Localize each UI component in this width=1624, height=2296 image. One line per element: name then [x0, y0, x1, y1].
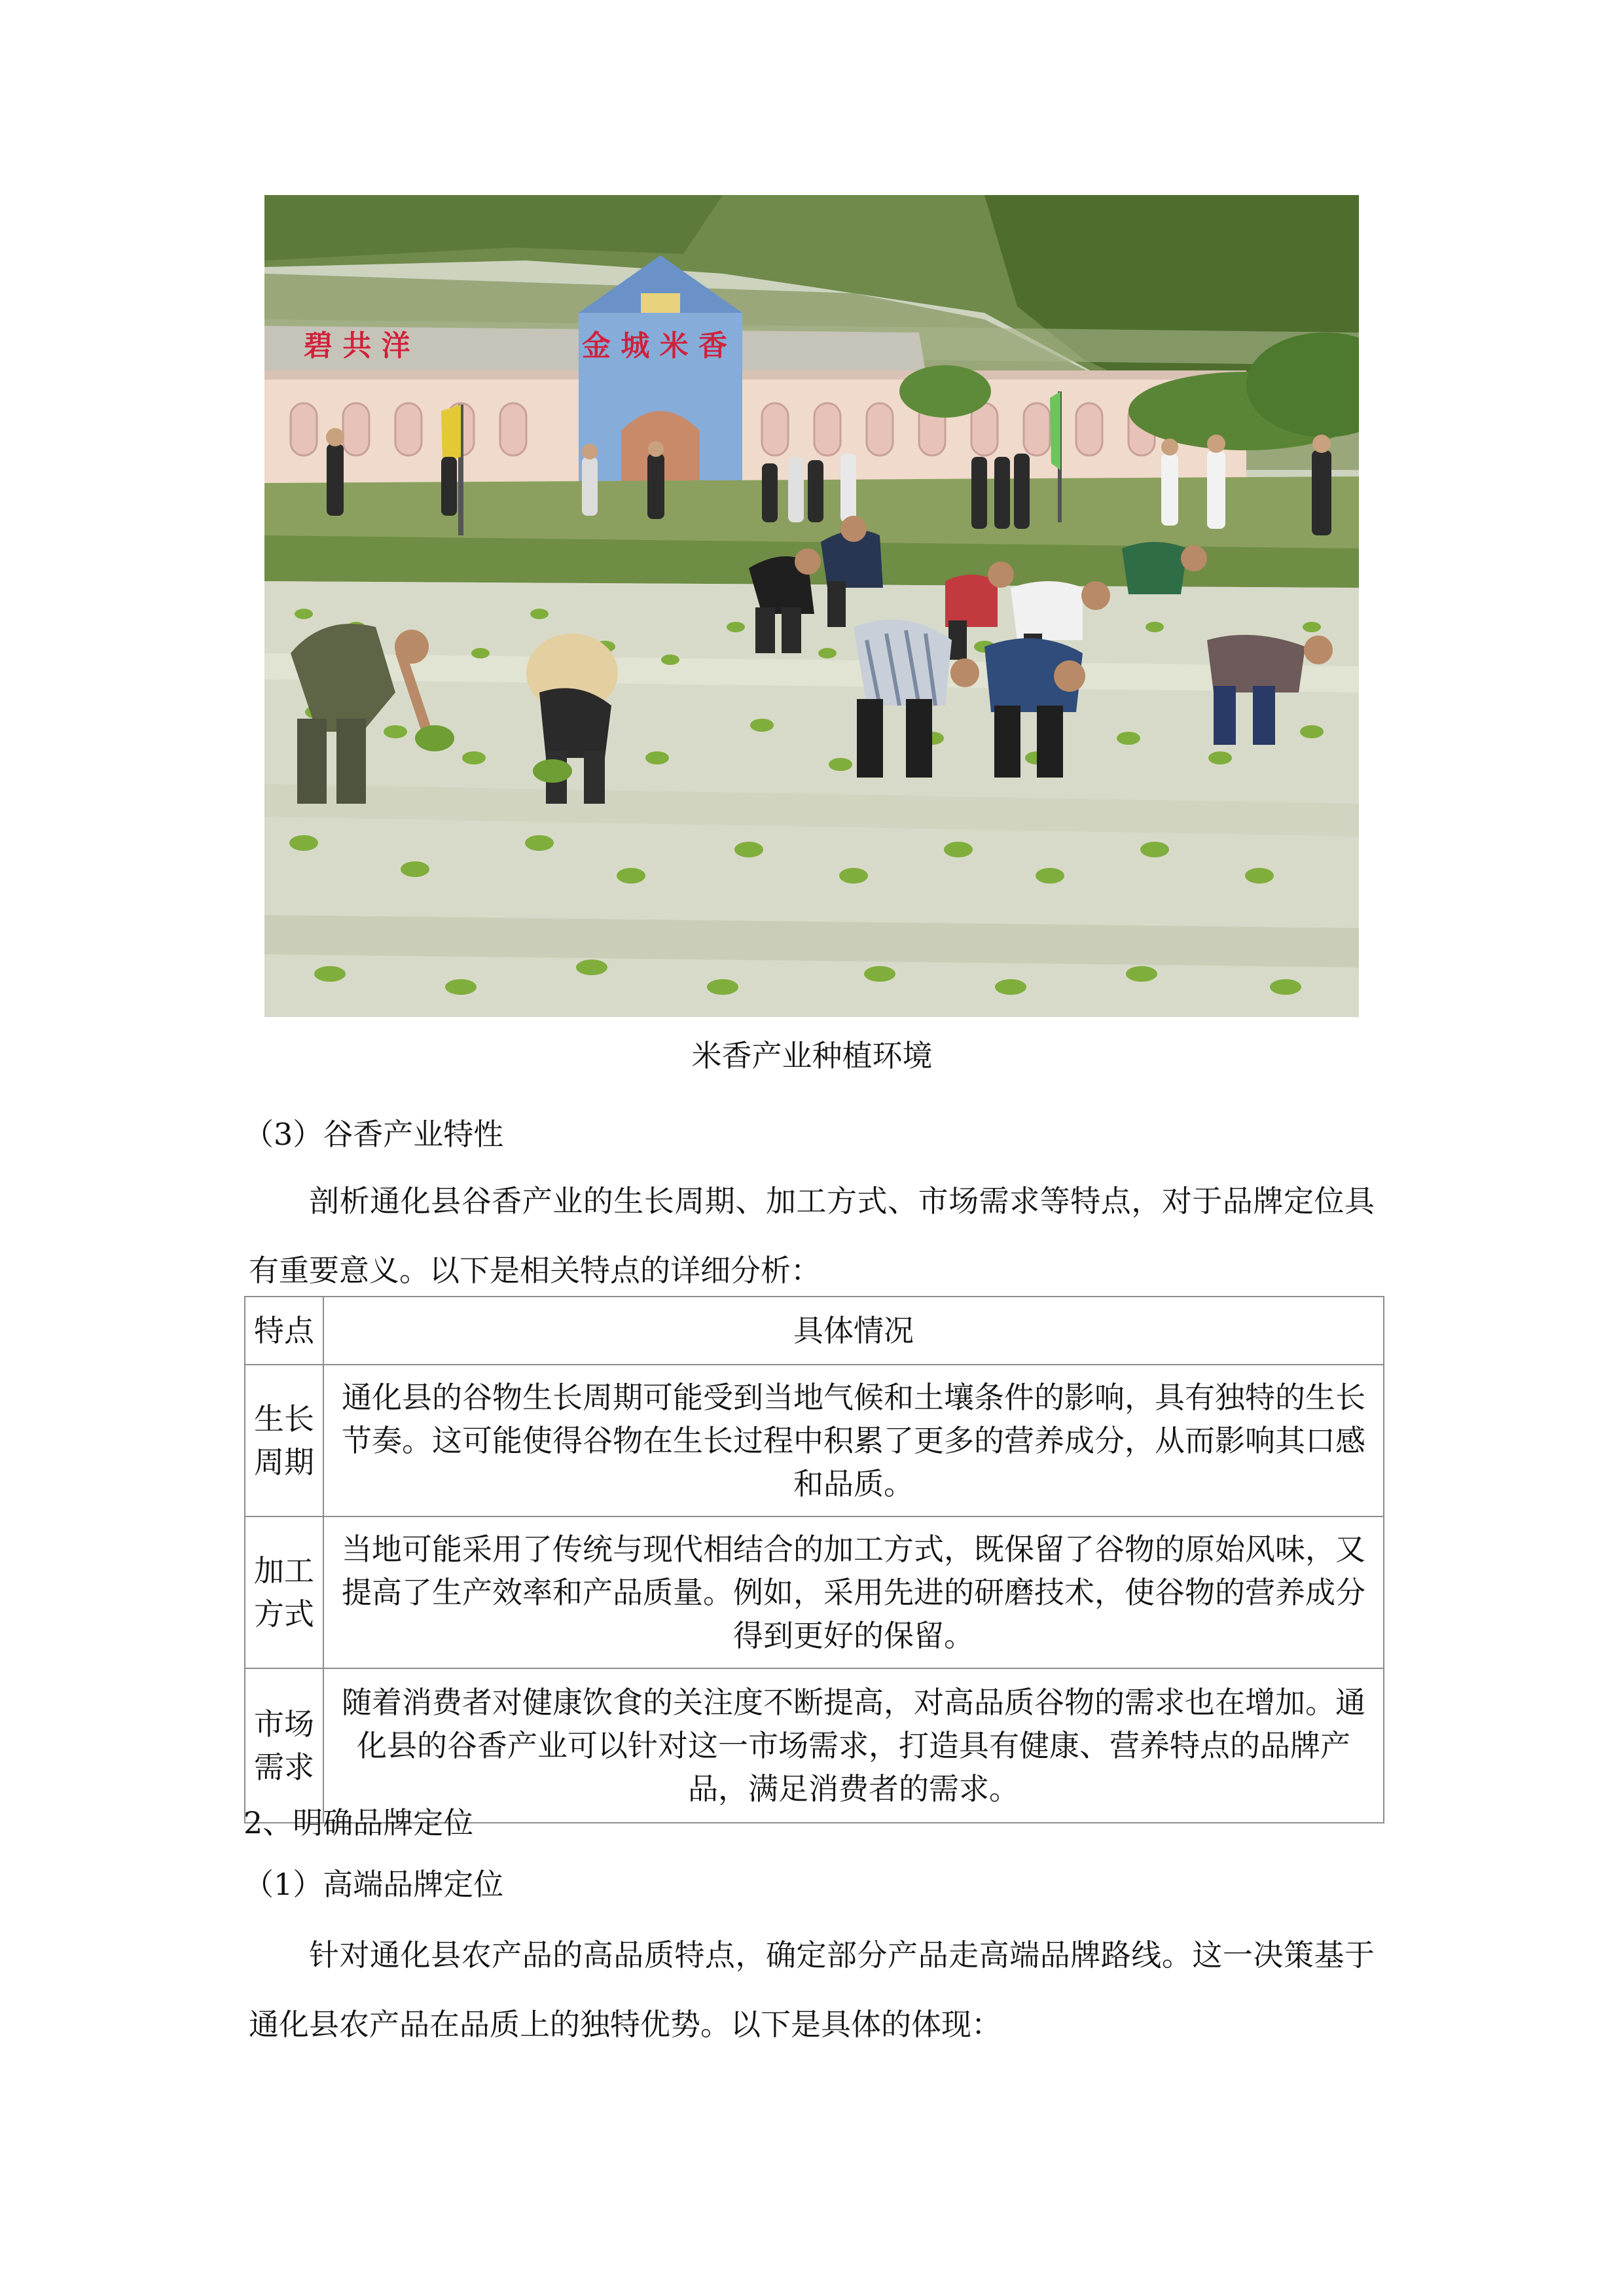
- table-header-feature: 特点: [245, 1297, 323, 1365]
- svg-text:金 城 米 香: 金 城 米 香: [582, 329, 727, 363]
- rice-field-photo: [264, 195, 1359, 1017]
- section-3-heading: （3）谷香产业特性: [244, 1117, 504, 1152]
- table-cell-detail: 当地可能采用了传统与现代相结合的加工方式，既保留了谷物的原始风味，又提高了生产效率和产品质量。例如，采用先进的研磨技术，使谷物的营养成分得到更好的保留。: [323, 1516, 1384, 1668]
- table-cell-feature: 生长周期: [245, 1365, 323, 1516]
- table-cell-feature: 加工方式: [245, 1516, 323, 1668]
- closing-paragraph: 针对通化县农产品的高品质特点，确定部分产品走高端品牌路线。这一决策基于通化县农产品在品质上的独特优势。以下是具体的体现：: [249, 1937, 1375, 2042]
- section-2-1-heading: （1）高端品牌定位: [244, 1867, 504, 1902]
- table-cell-feature: 市场需求: [245, 1668, 323, 1823]
- svg-text:碧 共 洋: 碧 共 洋: [304, 329, 410, 363]
- table-header-detail: 具体情况: [323, 1297, 1384, 1365]
- features-table: [244, 1296, 1384, 1823]
- table-row: [245, 1516, 1384, 1668]
- table-row: [245, 1365, 1384, 1516]
- intro-paragraph: 剖析通化县谷香产业的生长周期、加工方式、市场需求等特点，对于品牌定位具有重要意义。以下是相关特点的详细分析：: [249, 1183, 1375, 1288]
- table-header-row: [245, 1297, 1384, 1365]
- section-2-heading: 2、明确品牌定位: [244, 1805, 474, 1840]
- table-cell-detail: 随着消费者对健康饮食的关注度不断提高，对高品质谷物的需求也在增加。通化县的谷香产业可以针对这一市场需求，打造具有健康、营养特点的品牌产品，满足消费者的需求。: [323, 1668, 1384, 1823]
- table-cell-detail: 通化县的谷物生长周期可能受到当地气候和土壤条件的影响，具有独特的生长节奏。这可能使得谷物在生长过程中积累了更多的营养成分，从而影响其口感和品质。: [323, 1365, 1384, 1516]
- photo-caption: 米香产业种植环境: [691, 1038, 933, 1073]
